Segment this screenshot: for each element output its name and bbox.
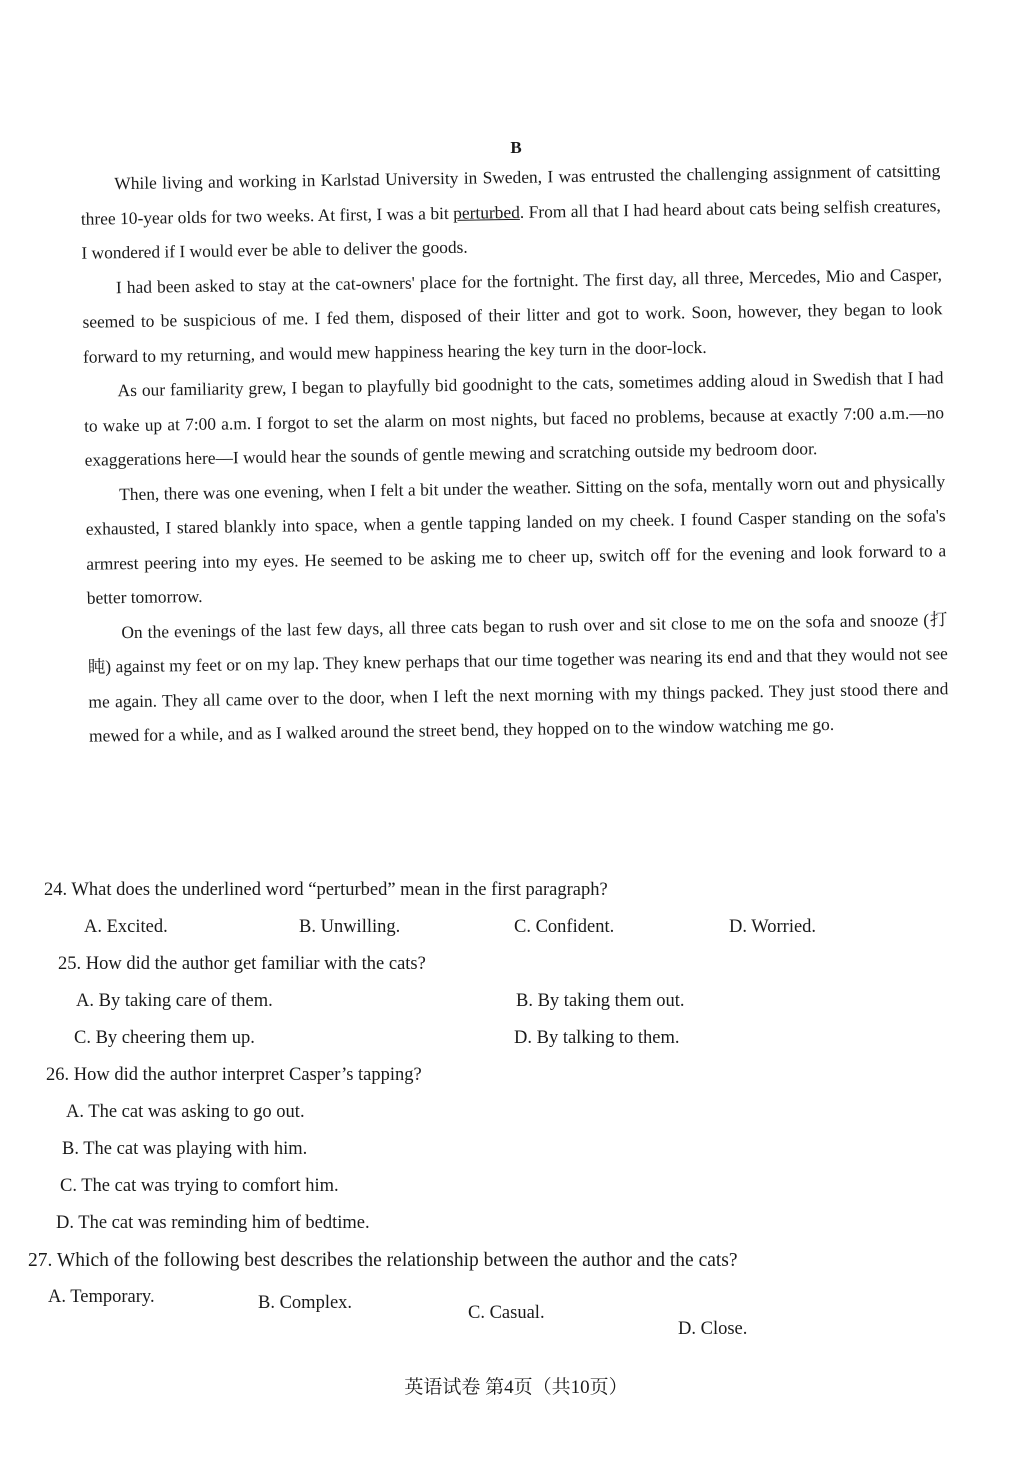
option-b: B. Complex. (258, 1293, 353, 1313)
question-stem: 25. How did the author get familiar with the cats? (58, 954, 426, 974)
reading-passage (80, 153, 949, 753)
option-d: D. Close. (678, 1319, 748, 1339)
p1-text-after: . From all that I had heard about cats being selfish creatures, I wondered if I would ever be able to deliver the goods. (81, 194, 941, 263)
underlined-word: perturbed (453, 201, 520, 223)
option-c: C. Casual. (468, 1303, 545, 1323)
paragraph-1 (80, 153, 942, 270)
paragraph-4: Then, there was one evening, when I felt a bit under the weather. Sitting on the sofa, mentally worn out and physically exhausted, I stared blankly into space, when a gentle tapping landed on my cheek. I found Casper standing on the sofa's armrest peering into my eyes. He seemed to be asking me to cheer up, switch off for the evening and look forward to a better tomorrow. (85, 470, 947, 608)
option-d: D. By talking to them. (514, 1028, 680, 1048)
option-a: A. By taking care of them. (76, 991, 273, 1011)
option-d: D. Worried. (729, 917, 817, 937)
question-stem: 26. How did the author interpret Casper’s tapping? (46, 1065, 422, 1085)
option-row (58, 1020, 954, 1057)
option-a: A. The cat was asking to go out. (66, 1102, 305, 1122)
option-b: B. The cat was playing with him. (62, 1139, 308, 1159)
page-footer: 英语试卷 第4页（共10页） (404, 1377, 628, 1398)
question-27 (28, 1242, 928, 1339)
option-b: B. By taking them out. (516, 991, 685, 1011)
option-d: D. The cat was reminding him of bedtime. (56, 1213, 370, 1233)
option-c: C. Confident. (514, 917, 615, 937)
option-b: B. Unwilling. (299, 917, 401, 937)
option-row (58, 983, 956, 1020)
option-a: A. Temporary. (48, 1287, 155, 1307)
question-stem: 27. Which of the following best describes the relationship between the author and the cats? (28, 1250, 738, 1271)
option-row (44, 909, 944, 946)
p1-text-before: While living and working in Karlstad University in Sweden, I was entrusted the challenging assignment of catsitting three 10-year olds for two weeks. At first, I was a bit (80, 160, 941, 229)
option-a: A. Excited. (84, 917, 168, 937)
paragraph-5: On the evenings of the last few days, all three cats began to rush over and sit close to me on the sofa and snooze (打盹) against my feet or on my lap. They knew perhaps that our time together was nearing its end and that they would not see me again. They all came over to the door, when I left the next morning with my things packed. They just stood there and mewed for a while, and as I walked around the street bend, they hopped on to the window watching me go. (87, 608, 949, 746)
section-heading: B (510, 138, 522, 157)
paragraph-2: I had been asked to stay at the cat-owners' place for the fortnight. The first day, all three, Mercedes, Mio and Casper, seemed to be suspicious of me. I fed them, disposed of their litter and got to work. Soon, however, they began to look forward to my returning, and would mew happiness hearing the key turn in the door-lock. (82, 263, 943, 367)
question-25 (58, 946, 958, 1057)
question-24 (44, 872, 944, 946)
question-26 (46, 1057, 946, 1242)
paragraph-3: As our familiarity grew, I began to playfully bid goodnight to the cats, sometimes adding aloud in Swedish that I had to wake up at 7:00 a.m. I forgot to set the alarm on most nights, but faced no problems, because at exactly 7:00 a.m.—no exaggerations here—I would hear the sounds of gentle mewing and scratching outside my bedroom door. (83, 367, 945, 470)
option-row (28, 1279, 888, 1339)
option-c: C. The cat was trying to comfort him. (60, 1176, 339, 1196)
question-list (28, 872, 940, 1339)
question-stem: 24. What does the underlined word “perturbed” mean in the first paragraph? (44, 880, 608, 900)
option-c: C. By cheering them up. (74, 1028, 255, 1048)
